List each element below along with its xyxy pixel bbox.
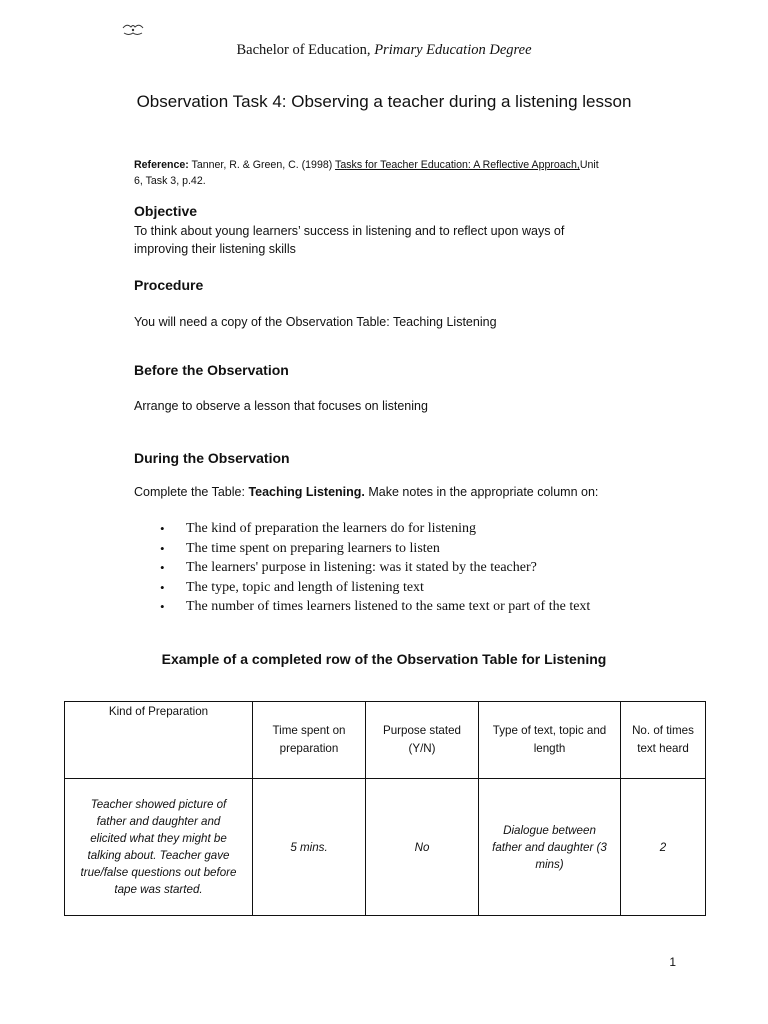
procedure-heading: Procedure [134, 277, 204, 293]
table-cell: No [366, 779, 479, 916]
table-header-cell: Purpose stated (Y/N) [366, 702, 479, 779]
task-title: Observation Task 4: Observing a teacher during a listening lesson [136, 92, 632, 111]
objective-text: To think about young learners’ success in listening and to reflect upon ways of improving their listening skills [134, 224, 565, 256]
table-cell: Dialogue between father and daughter (3 mins) [479, 779, 621, 916]
bullet-item: • The time spent on preparing learners to listen [160, 539, 660, 559]
reference-authors: Tanner, R. & Green, C. (1998) [191, 159, 333, 171]
table-header-cell: Type of text, topic and length [479, 702, 621, 779]
during-intro-b: Teaching Listening. [248, 485, 365, 499]
table-cell: 5 mins. [253, 779, 366, 916]
before-heading: Before the Observation [134, 362, 289, 378]
during-intro [134, 483, 634, 501]
table-row [65, 779, 706, 916]
table-header-cell: Kind of Preparation [65, 702, 253, 779]
bullet-item: • The type, topic and length of listening text [160, 578, 660, 598]
bullet-item: • The learners' purpose in listening: was it stated by the teacher? [160, 558, 660, 578]
reference [134, 157, 604, 189]
bullet-item: • The number of times learners listened to the same text or part of the text [160, 597, 660, 617]
reference-label: Reference: [134, 159, 189, 171]
reference-book: Tasks for Teacher Education: A Reflective Approach, [335, 159, 580, 171]
table-header-cell: Time spent on preparation [253, 702, 366, 779]
header-program: Bachelor of Education, [236, 42, 371, 58]
table-cell: Teacher showed picture of father and daughter and elicited what they might be talking about. Teacher gave true/false questions out before tape was started. [65, 779, 253, 916]
table-header-row [65, 702, 706, 779]
during-bullet-list [160, 519, 660, 617]
university-logo [121, 22, 145, 38]
before-text: Arrange to observe a lesson that focuses on listening [134, 399, 428, 413]
objective-heading: Objective [134, 203, 198, 219]
during-intro-c: Make notes in the appropriate column on: [368, 485, 599, 499]
example-title: Example of a completed row of the Observation Table for Listening [161, 651, 607, 667]
bullet-item: • The kind of preparation the learners do for listening [160, 519, 660, 539]
observation-table [64, 701, 706, 916]
page-number: 1 [669, 955, 676, 969]
during-heading: During the Observation [134, 450, 290, 466]
table-header-cell: No. of times text heard [621, 702, 706, 779]
header-degree: Primary Education Degree [374, 42, 532, 58]
table-cell: 2 [621, 779, 706, 916]
page-header [0, 42, 768, 59]
during-intro-a: Complete the Table: [134, 485, 245, 499]
reference-details: Unit 6, Task 3, p.42. [134, 159, 599, 187]
procedure-text: You will need a copy of the Observation Table: Teaching Listening [134, 315, 497, 329]
